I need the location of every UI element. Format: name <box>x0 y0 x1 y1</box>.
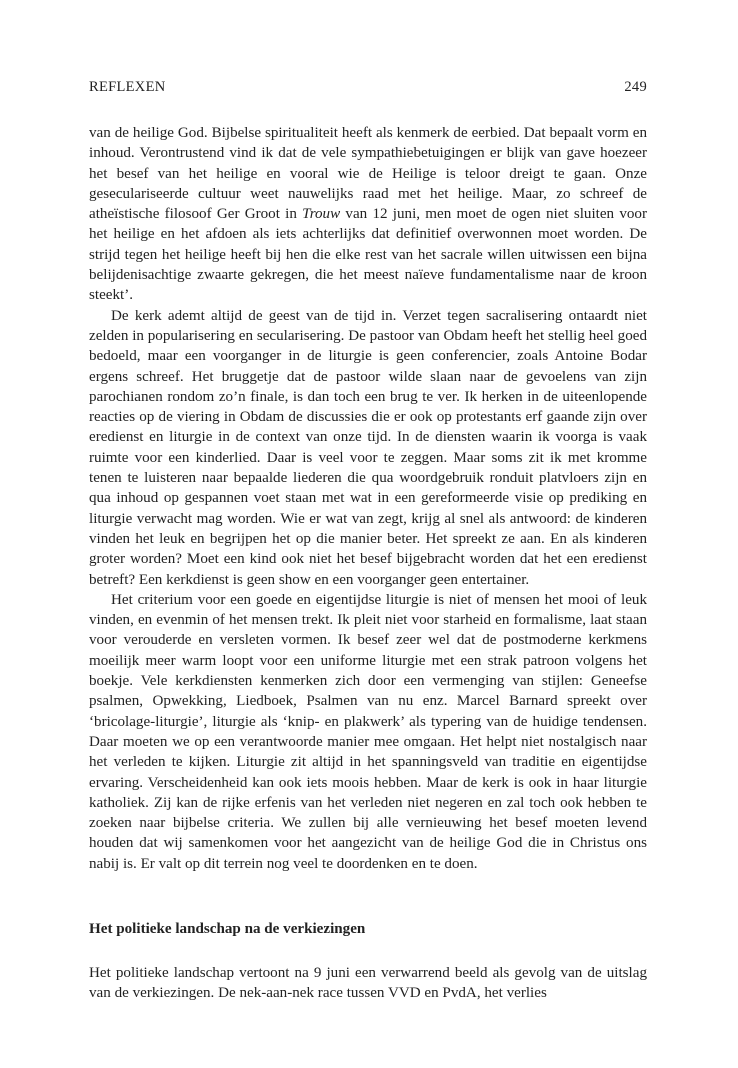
paragraph-1 <box>89 123 647 306</box>
running-title: REFLEXEN <box>89 79 166 95</box>
section-text <box>89 963 647 1004</box>
section-heading: Het politieke landschap na de verkiezingen <box>89 921 366 937</box>
paragraph-2: De kerk ademt altijd de geest van de tijd in. Verzet tegen sacralisering ontaardt niet zelden in popularisering en secularisering. De pastoor van Obdam heeft het stellig heel goed bedoeld, maar een voorganger in de liturgie is geen conferencier, zoals Antoine Bodar ergens schreef. Het bruggetje dat de pastoor wilde slaan naar de gevoelens van zijn parochianen rondom zo’n finale, is dan toch een brug te ver. Ik herken in de uiteenlopende reacties op de viering in Obdam de discussies die er ook op protestants erf gaande zijn over eredienst en liturgie in de context van onze tijd. In de diensten waarin ik voorga is vaak ruimte voor een kinderlied. Daar is veel voor te zeggen. Maar soms zit ik met kromme tenen te luisteren naar bepaalde liederen die qua woordgebruik ronduit platvloers zijn en qua inhoud op gespannen voet staan met wat in een gereformeerde visie op prediking en liturgie verwacht mag worden. Wie er wat van zegt, krijg al snel als antwoord: de kinderen vinden het leuk en begrijpen het op die manier beter. Het spreekt ze aan. En als kinderen groter worden? Moet een kind ook niet het besef bijgebracht worden dat het een eredienst betreft? Een kerkdienst is geen show en een voorganger geen entertainer. <box>89 307 647 588</box>
page-number: 249 <box>624 79 647 95</box>
body-text <box>89 123 647 874</box>
paragraph-1-part-1: van de heilige God. Bijbelse spiritualiteit heeft als kenmerk de eerbied. Dat bepaalt vorm en inhoud. Verontrustend vind ik dat de vele sympathiebetuigingen er blijk van gave hoezeer het besef van het heilige en vooral wie de Heilige is teloor dreigt te gaan. Onze geseculariseerde cultuur weet nauwelijks raad met het heilige. Maar, zo schreef de atheïstische filosoof Ger Groot in <box>89 125 647 223</box>
paragraph-1-part-2: van 12 juni, men moet de ogen niet sluiten voor het heilige en het afdoen als iets achterlijks dat definitief overwonnen moet worden. De strijd tegen het heilige heeft bij hen die elke rest van het sacrale willen uitwissen een bijna belijdenisachtige zwaarte gekregen, die het meest naïeve fundamentalisme naar de kroon steekt’. <box>89 206 647 304</box>
newspaper-title: Trouw <box>302 206 341 223</box>
section-paragraph-1: Het politieke landschap vertoont na 9 juni een verwarrend beeld als gevolg van de uitslag van de verkiezingen. De nek-aan-nek race tussen VVD en PvdA, het verlies <box>89 965 647 1002</box>
paragraph-3: Het criterium voor een goede en eigentijdse liturgie is niet of mensen het mooi of leuk vinden, en evenmin of het mensen trekt. Ik pleit niet voor starheid en formalisme, laat staan voor verouderde en versleten vormen. Ik besef zeer wel dat de postmoderne kerkmens moeilijk meer warm loopt voor een uniforme liturgie met een strak patroon volgens het boekje. Vele kerkdiensten kenmerken zich door een vermenging van stijlen: Geneefse psalmen, Opwekking, Liedboek, Psalmen van nu enz. Marcel Barnard spreekt over ‘bricolage-liturgie’, liturgie als ‘knip- en plakwerk’ als typering van de huidige tendensen. Daar moeten we op een verantwoorde manier mee omgaan. Het helpt niet nostalgisch naar het verleden te kijken. Liturgie zit altijd in het spanningsveld van traditie en eigentijdse ervaring. Verscheidenheid kan ook iets moois hebben. Maar de kerk is ook in haar liturgie katholiek. Zij kan de rijke erfenis van het verleden niet negeren en zal toch ook hebben te zoeken naar bijbelse criteria. We zullen bij alle vernieuwing het besef moeten levend houden dat wij samenkomen voor het aangezicht van de heilige God die in Christus ons nabij is. Er valt op dit terrein nog veel te doordenken en te doen. <box>89 591 647 872</box>
running-header <box>89 79 647 99</box>
